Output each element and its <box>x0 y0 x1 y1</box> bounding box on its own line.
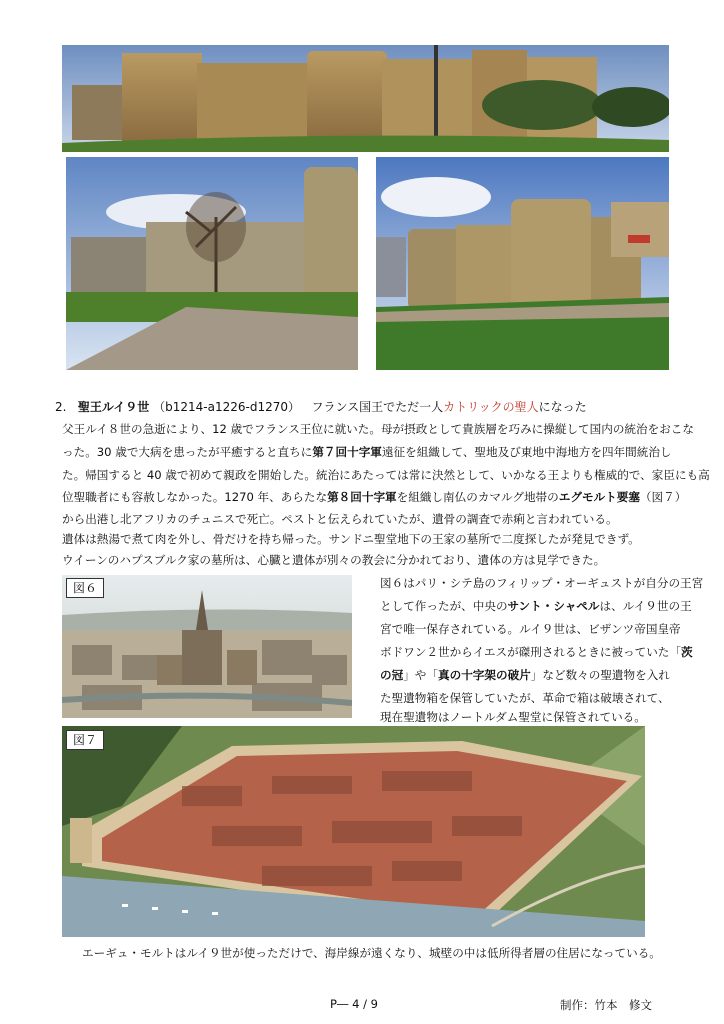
fig7-label: 図７ <box>66 730 104 750</box>
section-tagline-post: になった <box>538 400 587 414</box>
castle-panorama-photo <box>62 45 669 152</box>
paragraph-line-2 <box>62 445 672 459</box>
paragraph-line-4 <box>62 490 686 504</box>
f6-c5-c: 真の十字架の破片 <box>438 668 531 682</box>
p4-d: エグモルト要塞 <box>558 490 640 504</box>
section-tagline-pre: フランス国王でただ一人 <box>311 400 444 414</box>
section-number: 2. <box>55 400 67 414</box>
castle-tower-left-photo <box>66 157 358 370</box>
fig6-caption-1: 図６はパリ・シテ島のフィリップ・オーギュストが自分の王宮 <box>380 576 704 590</box>
paragraph-line-7: ウイーンのハプスブルク家の墓所は、心臓と遺体が別々の教会に分かれており、遺体の方は見学できた。 <box>62 553 606 567</box>
p4-b: 第８回十字軍 <box>327 490 397 504</box>
paragraph-line-5: から出港し北アフリカのチュニスで死亡。ペストと伝えられていたが、遺骨の調査で赤痢と言われている。 <box>62 512 618 526</box>
f6-c4-b: 茨 <box>680 645 693 659</box>
f6-c2-c: は、ルイ９世の王 <box>599 599 692 613</box>
fig6-label: 図６ <box>66 578 104 598</box>
fig6-caption-2 <box>380 599 692 613</box>
fig6-caption-6: た聖遺物箱を保管していたが、革命で箱は破壊されて、 <box>380 691 670 705</box>
section-title: 聖王ルイ９世 <box>77 400 150 414</box>
f6-c5-b: 」や「 <box>403 668 438 682</box>
paragraph-line-6: 遺体は熱湯で煮て肉を外し、骨だけを持ち帰った。サンドニ聖堂地下の王家の墓所で二度探したが発見できず。 <box>62 532 640 546</box>
fig6-paris-palace-illustration <box>62 575 352 718</box>
p4-a: 位聖職者にも容赦しなかった。1270 年、あらたな <box>62 490 328 504</box>
castle-tower-right-photo <box>376 157 669 370</box>
fig6-caption-3: 宮で唯一保存されている。ルイ９世は、ビザンツ帝国皇帝 <box>380 622 681 636</box>
author-credit: 制作：竹本 修文 <box>560 998 652 1012</box>
fig6-caption-4 <box>380 645 693 659</box>
p2-b: 第７回十字軍 <box>312 445 382 459</box>
section-dates: （b1214-a1226-d1270） <box>153 400 301 414</box>
p4-c: を組織し南仏のカマルグ地帯の <box>396 490 559 504</box>
section-tagline-red: カトリックの聖人 <box>443 400 539 414</box>
f6-c4-a: ボドワン２世からイエスが磔刑されるときに被っていた「 <box>380 645 681 659</box>
p2-a: った。30 歳で大病を患ったが平癒すると直ちに <box>62 445 313 459</box>
fig7-aigues-mortes-aerial-photo <box>62 726 645 937</box>
page-number: P― 4 / 9 <box>330 997 378 1011</box>
f6-c2-a: として作ったが、中央の <box>380 599 508 613</box>
paragraph-line-3: た。帰国すると 40 歳で初めて親政を開始した。統治にあたっては常に決然として、いかなる王よりも権威的で、家臣にも高 <box>62 468 710 482</box>
f6-c2-b: サント・シャペル <box>507 599 600 613</box>
section-heading <box>55 400 587 414</box>
fig6-caption-7: 現在聖遺物はノートルダム聖堂に保管されている。 <box>380 710 646 724</box>
f6-c5-d: 」など数々の聖遺物を入れ <box>530 668 670 682</box>
p4-e: （図７） <box>639 490 687 504</box>
fig6-caption-5 <box>380 668 670 682</box>
fig7-caption: エーギュ・モルトはルイ９世が使っただけで、海岸線が遠くなり、城壁の中は低所得者層の住居になっている。 <box>82 946 661 960</box>
paragraph-line-1: 父王ルイ８世の急逝により、12 歳でフランス王位に就いた。母が摂政として貴族層を巧みに操縦して国内の統治をおこな <box>62 422 694 436</box>
f6-c5-a: の冠 <box>380 668 404 682</box>
p2-c: 遠征を組織して、聖地及び東地中海地方を四年間統治し <box>381 445 672 459</box>
